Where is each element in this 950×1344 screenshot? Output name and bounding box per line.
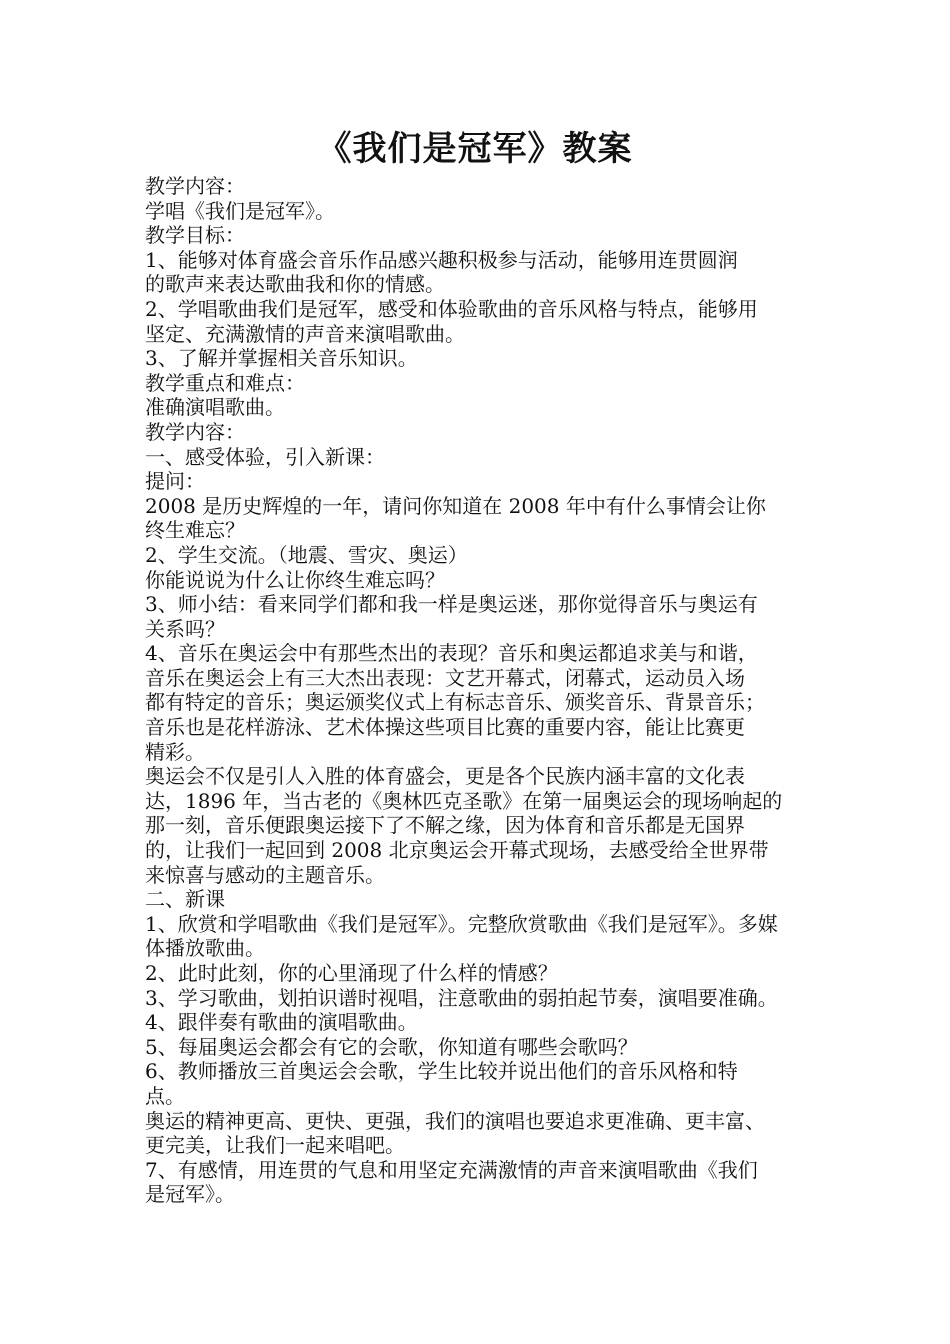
text-line: 教学目标：	[145, 223, 245, 248]
text-line: 5、每届奥运会都会有它的会歌，你知道有哪些会歌吗？	[145, 1034, 638, 1059]
text-line: 学唱《我们是冠军》。	[145, 198, 335, 223]
text-line: 3、了解并掌握相关音乐知识。	[145, 346, 418, 371]
text-line: 二、新课	[145, 887, 225, 912]
text-line: 1、欣赏和学唱歌曲《我们是冠军》。完整欣赏歌曲《我们是冠军》。多媒	[145, 911, 778, 936]
text-line: 4、音乐在奥运会中有那些杰出的表现？音乐和奥运都追求美与和谐，	[145, 641, 758, 666]
text-line: 6、教师播放三首奥运会会歌，学生比较并说出他们的音乐风格和特	[145, 1059, 738, 1084]
text-line: 3、师小结：看来同学们都和我一样是奥运迷，那你觉得音乐与奥运有	[145, 592, 758, 617]
text-line: 是冠军》。	[145, 1182, 235, 1207]
text-line: 体播放歌曲。	[145, 936, 265, 961]
text-line: 都有特定的音乐；奥运颁奖仪式上有标志音乐、颁奖音乐、背景音乐；	[145, 690, 765, 715]
text-line: 3、学习歌曲，划拍识谱时视唱，注意歌曲的弱拍起节奏，演唱要准确。	[145, 985, 778, 1010]
text-line: 教学重点和难点：	[145, 370, 305, 395]
text-line: 2、学生交流。（地震、雪灾、奥运）	[145, 542, 468, 567]
text-line: 提问：	[145, 469, 205, 494]
text-line: 一、感受体验，引入新课：	[145, 444, 385, 469]
text-line: 的，让我们一起回到 2008 北京奥运会开幕式现场，去感受给全世界带	[145, 838, 769, 863]
text-line: 1、能够对体育盛会音乐作品感兴趣积极参与活动，能够用连贯圆润	[145, 247, 738, 272]
text-line: 2008 是历史辉煌的一年，请问你知道在 2008 年中有什么事情会让你	[145, 493, 766, 518]
text-line: 关系吗？	[145, 616, 225, 641]
text-line: 教学内容：	[145, 419, 245, 444]
text-line: 4、跟伴奏有歌曲的演唱歌曲。	[145, 1010, 418, 1035]
document-body	[145, 174, 817, 1207]
text-line: 精彩。	[145, 739, 205, 764]
text-line: 那一刻，音乐便跟奥运接下了不解之缘，因为体育和音乐都是无国界	[145, 813, 745, 838]
text-line: 音乐也是花样游泳、艺术体操这些项目比赛的重要内容，能让比赛更	[145, 715, 745, 740]
text-line: 7、有感情，用连贯的气息和用坚定充满激情的声音来演唱歌曲《我们	[145, 1157, 758, 1182]
text-line: 2、此时此刻，你的心里涌现了什么样的情感？	[145, 961, 558, 985]
text-line: 来惊喜与感动的主题音乐。	[145, 862, 385, 887]
document-title: 《我们是冠军》教案	[317, 129, 633, 169]
text-line: 达，1896 年，当古老的《奥林匹克圣歌》在第一届奥运会的现场响起的	[145, 788, 783, 813]
text-line: 的歌声来表达歌曲我和你的情感。	[145, 272, 445, 297]
text-line: 教学内容：	[145, 174, 245, 198]
text-line: 音乐在奥运会上有三大杰出表现：文艺开幕式，闭幕式，运动员入场	[145, 665, 745, 690]
text-line: 准确演唱歌曲。	[145, 395, 285, 420]
text-line: 坚定、充满激情的声音来演唱歌曲。	[145, 321, 465, 346]
text-line: 奥运会不仅是引人入胜的体育盛会，更是各个民族内涵丰富的文化表	[145, 764, 745, 789]
text-line: 你能说说为什么让你终生难忘吗？	[145, 567, 445, 592]
text-line: 2、学唱歌曲我们是冠军，感受和体验歌曲的音乐风格与特点，能够用	[145, 296, 758, 321]
text-line: 更完美，让我们一起来唱吧。	[145, 1133, 405, 1158]
text-line: 奥运的精神更高、更快、更强，我们的演唱也要追求更准确、更丰富、	[145, 1108, 765, 1133]
text-line: 点。	[145, 1083, 185, 1108]
text-line: 终生难忘？	[145, 518, 245, 543]
